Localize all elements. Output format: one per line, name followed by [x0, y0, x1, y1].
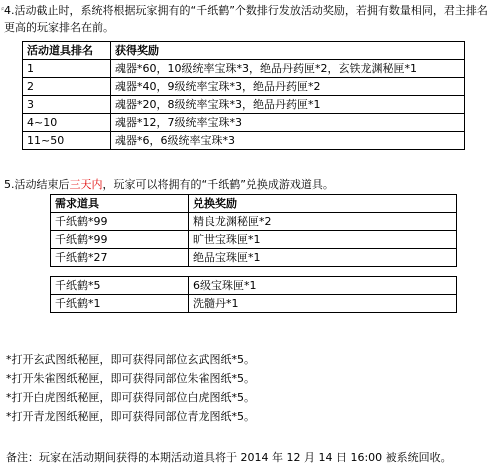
table-row: [23, 96, 465, 114]
remark-text: 备注：玩家在活动期间获得的本期活动道具将于 2014 年 12 月 14 日 16:00 被系统回收。: [6, 451, 452, 464]
table-cell: 1: [23, 60, 111, 78]
table-cell: 2: [23, 78, 111, 96]
list-item: *打开玄武图纸秘匣，即可获得同部位玄武图纸*5。: [6, 353, 255, 366]
table-row: [51, 277, 457, 295]
table-cell: 3: [23, 96, 111, 114]
table-row: [23, 60, 465, 78]
table-cell: 旷世宝珠匣*1: [189, 231, 457, 249]
exchange-table-header: [51, 195, 457, 213]
section5-prefix: 5.活动结束后: [4, 178, 70, 191]
table-cell: 洗髓丹*1: [189, 295, 457, 313]
table-header-cell: 需求道具: [51, 195, 189, 213]
table-header-cell: 获得奖励: [111, 42, 465, 60]
list-item: *打开白虎图纸秘匣，即可获得同部位白虎图纸*5。: [6, 391, 255, 404]
table-cell: 魂器*6，6级统率宝珠*3: [111, 132, 465, 150]
table-cell: 魂器*20，8级统率宝珠*3，绝品丹药匣*1: [111, 96, 465, 114]
table-header-cell: 活动道具排名: [23, 42, 111, 60]
exchange-table-extra: [50, 276, 457, 313]
table-cell: 11~50: [23, 132, 111, 150]
section5-highlight: 三天内: [69, 178, 103, 191]
section5-suffix: ，玩家可以将拥有的“千纸鹤”兑换成游戏道具。: [102, 178, 334, 191]
notes-list: [6, 350, 255, 426]
ranking-table-header: [23, 42, 465, 60]
table-cell: 绝品宝珠匣*1: [189, 249, 457, 267]
table-cell: 魂器*60，10级统率宝珠*3，绝品丹药匣*2，玄铁龙渊秘匣*1: [111, 60, 465, 78]
table-cell: 魂器*12，7级统率宝珠*3: [111, 114, 465, 132]
section4-text: 4.活动截止时，系统将根据玩家拥有的“千纸鹤”个数排行发放活动奖励，若拥有数量相同，君主排名更高的玩家排名在前。: [4, 4, 488, 34]
table-row: [23, 114, 465, 132]
table-row: [51, 249, 457, 267]
table-cell: 千纸鹤*99: [51, 231, 189, 249]
table-header-cell: 兑换奖励: [189, 195, 457, 213]
table-cell: 千纸鹤*27: [51, 249, 189, 267]
ranking-table: [22, 41, 465, 150]
table-cell: 千纸鹤*99: [51, 213, 189, 231]
table-cell: 千纸鹤*5: [51, 277, 189, 295]
list-item: *打开朱雀图纸秘匣，即可获得同部位朱雀图纸*5。: [6, 372, 255, 385]
anchor-mark: ⸗: [1, 4, 4, 14]
table-cell: 魂器*40，9级统率宝珠*3，绝品丹药匣*2: [111, 78, 465, 96]
table-row: [51, 213, 457, 231]
table-cell: 精良龙渊秘匣*2: [189, 213, 457, 231]
table-row: [51, 231, 457, 249]
table-cell: 千纸鹤*1: [51, 295, 189, 313]
exchange-table: [50, 194, 457, 267]
table-cell: 6级宝珠匣*1: [189, 277, 457, 295]
table-cell: 4~10: [23, 114, 111, 132]
table-row: [23, 78, 465, 96]
table-row: [23, 132, 465, 150]
list-item: *打开青龙图纸秘匣，即可获得同部位青龙图纸*5。: [6, 410, 255, 423]
section5-text: [4, 176, 494, 193]
table-row: [51, 295, 457, 313]
